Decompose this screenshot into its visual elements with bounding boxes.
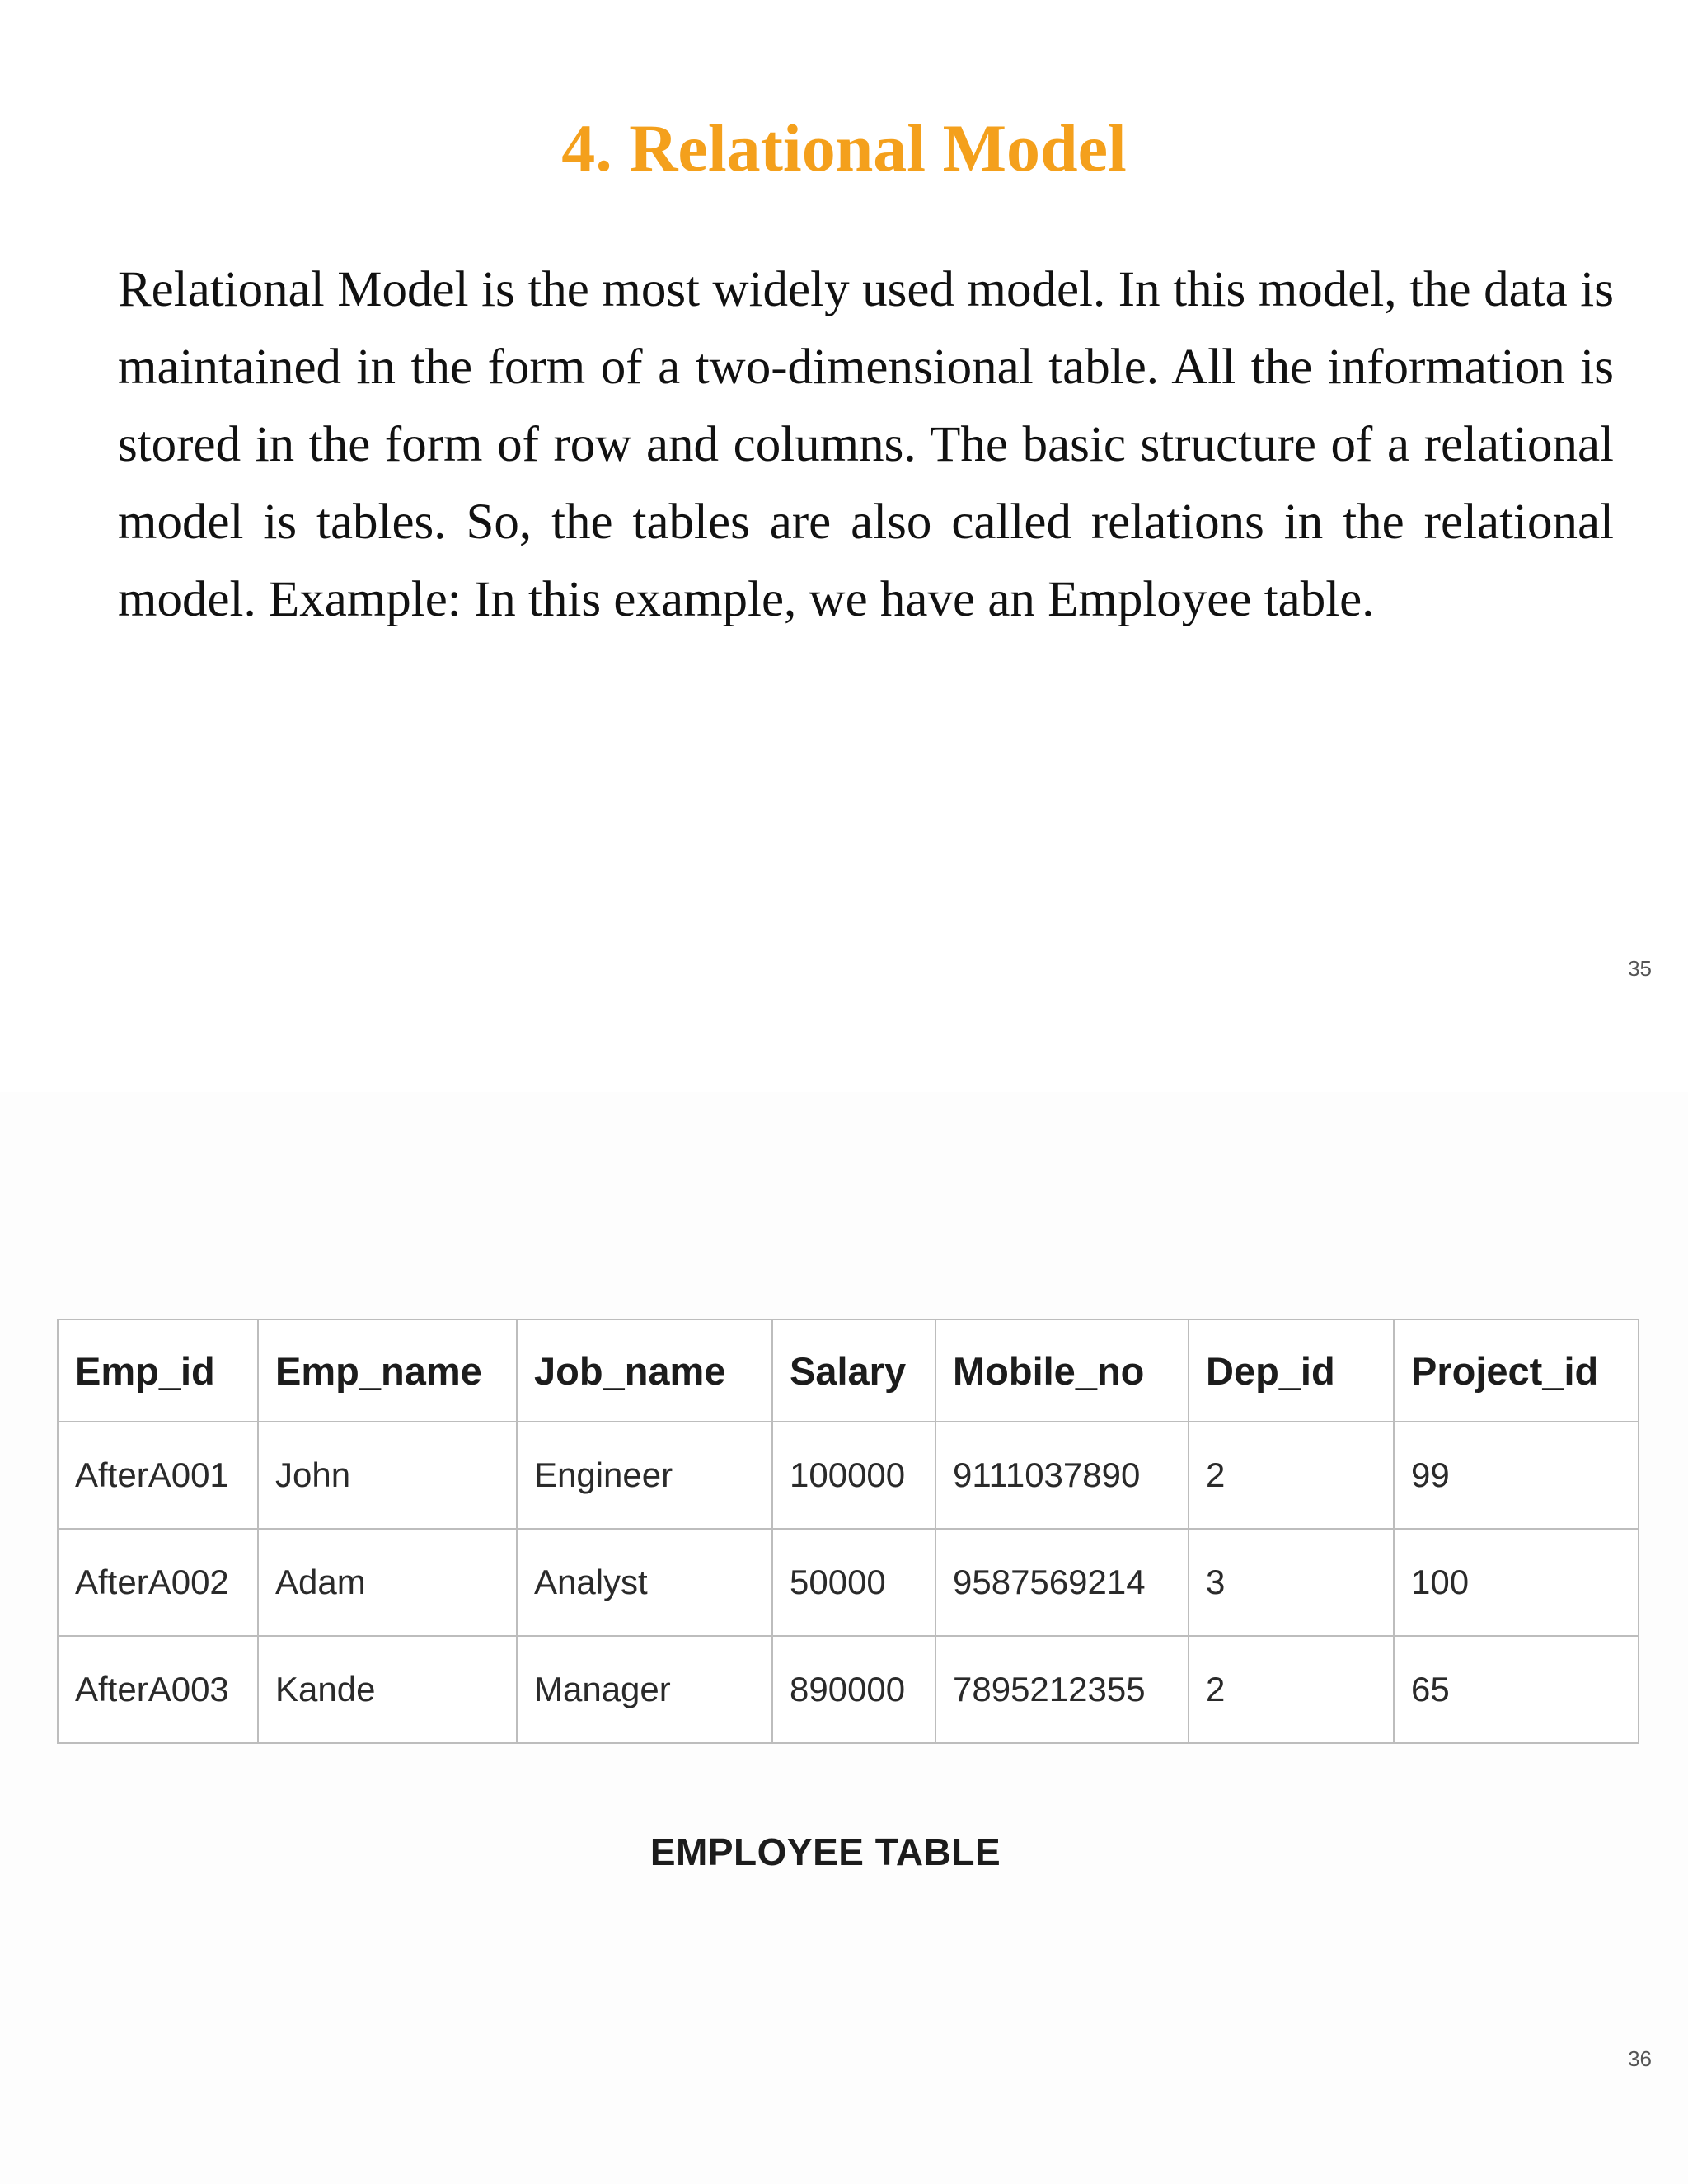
table-caption: EMPLOYEE TABLE	[649, 1830, 1001, 1873]
table-cell: Kande	[258, 1636, 517, 1743]
table-cell: 99	[1394, 1422, 1639, 1529]
table-cell: 890000	[772, 1636, 935, 1743]
table-cell: 100000	[772, 1422, 935, 1529]
table-cell: 9587569214	[935, 1529, 1189, 1636]
table-cell: Manager	[517, 1636, 772, 1743]
section-heading: 4. Relational Model	[561, 110, 1127, 185]
body-paragraph: Relational Model is the most widely used model. In this model, the data is maintained in the form of a two-dimensional table. All the information is stored in the form of row and columns. The basic structure of a relational model is tables. So, the tables are also called relations in the relational model. Example: In this example, we have an Employee table.	[118, 262, 1614, 627]
table-cell: Engineer	[517, 1422, 772, 1529]
page-number: 35	[1628, 956, 1652, 981]
table-cell: 100	[1394, 1529, 1639, 1636]
table-header-row	[58, 1319, 1639, 1422]
column-header-project-id: Project_id	[1394, 1319, 1639, 1422]
table-cell: 50000	[772, 1529, 935, 1636]
table-row	[58, 1636, 1639, 1743]
column-header-job-name: Job_name	[517, 1319, 772, 1422]
table-cell: 2	[1189, 1636, 1394, 1743]
table-row	[58, 1529, 1639, 1636]
table-cell: 3	[1189, 1529, 1394, 1636]
column-header-emp-name: Emp_name	[258, 1319, 517, 1422]
table-cell: AfterA002	[58, 1529, 258, 1636]
column-header-mobile-no: Mobile_no	[935, 1319, 1189, 1422]
column-header-salary: Salary	[772, 1319, 935, 1422]
column-header-dep-id: Dep_id	[1189, 1319, 1394, 1422]
table-cell: 65	[1394, 1636, 1639, 1743]
table-cell: John	[258, 1422, 517, 1529]
page-number: 36	[1628, 2046, 1652, 2071]
table-cell: 7895212355	[935, 1636, 1189, 1743]
table-cell: Analyst	[517, 1529, 772, 1636]
column-header-emp-id: Emp_id	[58, 1319, 258, 1422]
table-row	[58, 1422, 1639, 1529]
table-cell: AfterA001	[58, 1422, 258, 1529]
table-cell: 2	[1189, 1422, 1394, 1529]
table-cell: Adam	[258, 1529, 517, 1636]
table-cell: AfterA003	[58, 1636, 258, 1743]
employee-table	[57, 1319, 1639, 1744]
table-cell: 9111037890	[935, 1422, 1189, 1529]
